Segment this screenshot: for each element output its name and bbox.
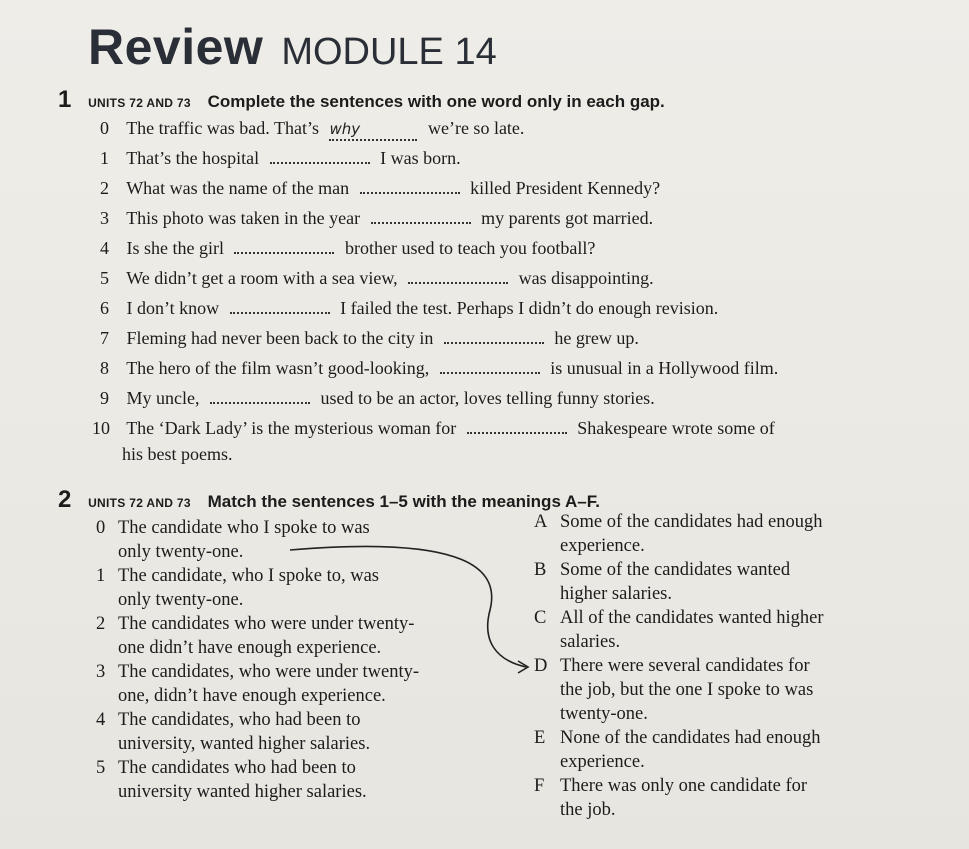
sentence-line: The candidates who were under twenty-	[118, 614, 415, 634]
item-text-after: brother used to teach you football?	[344, 238, 596, 258]
meaning-line: the job.	[560, 800, 616, 820]
item-text-after: I was born.	[380, 148, 461, 168]
meaning-line: All of the candidates wanted higher	[560, 608, 824, 628]
meaning-line: Some of the candidates wanted	[560, 560, 791, 580]
meaning-line: There was only one candidate for	[560, 776, 808, 796]
meaning-letter: F	[534, 776, 545, 796]
sentence-line: university, wanted higher salaries.	[118, 734, 371, 754]
sentence-number: 1	[96, 566, 106, 586]
meaning-line: None of the candidates had enough	[560, 728, 821, 748]
sentence-number: 0	[96, 518, 106, 538]
item-text-after: he grew up.	[554, 328, 639, 348]
item-text-before: What was the name of the man	[126, 178, 350, 198]
item-continuation: his best poems.	[122, 444, 233, 464]
item-text-before: My uncle,	[126, 388, 200, 408]
item-text-before: Fleming had never been back to the city in	[126, 328, 434, 348]
sentence-line: one, didn’t have enough experience.	[118, 686, 386, 706]
item-text-before: The traffic was bad. That’s	[126, 118, 319, 138]
item-text-before: The ‘Dark Lady’ is the mysterious woman for	[126, 418, 457, 438]
meaning-line: There were several candidates for	[560, 656, 810, 676]
example-answer: why	[329, 120, 361, 138]
meaning-letter: B	[534, 560, 547, 580]
meaning-letter: C	[534, 608, 547, 628]
sentence-number: 4	[96, 710, 106, 730]
exercise2-instruction: Match the sentences 1–5 with the meanings A–F.	[207, 492, 600, 511]
item-text-before: That’s the hospital	[126, 148, 260, 168]
exercise1-instruction: Complete the sentences with one word only in each gap.	[207, 92, 665, 111]
item-text-after: killed President Kennedy?	[470, 178, 661, 198]
sentence-line: only twenty-one.	[118, 590, 244, 610]
meaning-letter: A	[534, 512, 548, 532]
item-text-before: I don’t know	[126, 298, 220, 318]
exercise1-number: 1	[58, 86, 72, 113]
item-number: 2	[100, 178, 109, 198]
meaning-line: experience.	[560, 752, 645, 772]
title-review: Review	[88, 19, 264, 75]
sentence-line: university wanted higher salaries.	[118, 782, 367, 802]
item-text-after: I failed the test. Perhaps I didn’t do enough revision.	[340, 298, 719, 318]
item-text-after: my parents got married.	[481, 208, 654, 228]
meaning-line: the job, but the one I spoke to was	[560, 680, 814, 700]
meaning-line: experience.	[560, 536, 645, 556]
sentence-line: The candidates who had been to	[118, 758, 356, 778]
sentence-number: 3	[96, 662, 106, 682]
meaning-line: twenty-one.	[560, 704, 648, 724]
exercise2-number: 2	[58, 486, 72, 513]
meaning-line: higher salaries.	[560, 584, 672, 604]
item-number: 4	[100, 238, 109, 258]
meaning-line: salaries.	[560, 632, 621, 652]
item-number: 9	[100, 388, 109, 408]
meaning-line: Some of the candidates had enough	[560, 512, 823, 532]
item-number: 1	[100, 148, 109, 168]
sentence-line: The candidates, who were under twenty-	[118, 662, 420, 682]
item-text-before: Is she the girl	[126, 238, 224, 258]
item-number: 8	[100, 358, 109, 378]
sentence-number: 2	[96, 614, 106, 634]
arrow-line	[290, 546, 526, 667]
item-text-after: Shakespeare wrote some of	[577, 418, 775, 438]
item-number: 6	[100, 298, 109, 318]
item-text-after: was disappointing.	[518, 268, 654, 288]
item-number: 0	[100, 118, 109, 138]
exercise2-units: UNITS 72 AND 73	[88, 496, 191, 510]
sentence-line: only twenty-one.	[118, 542, 244, 562]
item-text-after: we’re so late.	[427, 118, 525, 138]
sentence-number: 5	[96, 758, 106, 778]
item-number: 7	[100, 328, 109, 348]
exercise1-units: UNITS 72 AND 73	[88, 96, 191, 110]
item-text-after: used to be an actor, loves telling funny stories.	[320, 388, 655, 408]
sentence-line: The candidates, who had been to	[118, 710, 361, 730]
title-module: MODULE 14	[281, 31, 497, 73]
item-number: 3	[100, 208, 109, 228]
meaning-letter: D	[534, 656, 548, 676]
item-number: 10	[92, 418, 110, 438]
item-text-before: This photo was taken in the year	[126, 208, 361, 228]
meaning-letter: E	[534, 728, 546, 748]
item-text-before: We didn’t get a room with a sea view,	[126, 268, 398, 288]
sentence-line: The candidate who I spoke to was	[118, 518, 370, 538]
sentence-line: one didn’t have enough experience.	[118, 638, 382, 658]
item-text-after: is unusual in a Hollywood film.	[550, 358, 779, 378]
sentence-line: The candidate, who I spoke to, was	[118, 566, 379, 586]
item-number: 5	[100, 268, 109, 288]
item-text-before: The hero of the film wasn’t good-looking,	[126, 358, 430, 378]
